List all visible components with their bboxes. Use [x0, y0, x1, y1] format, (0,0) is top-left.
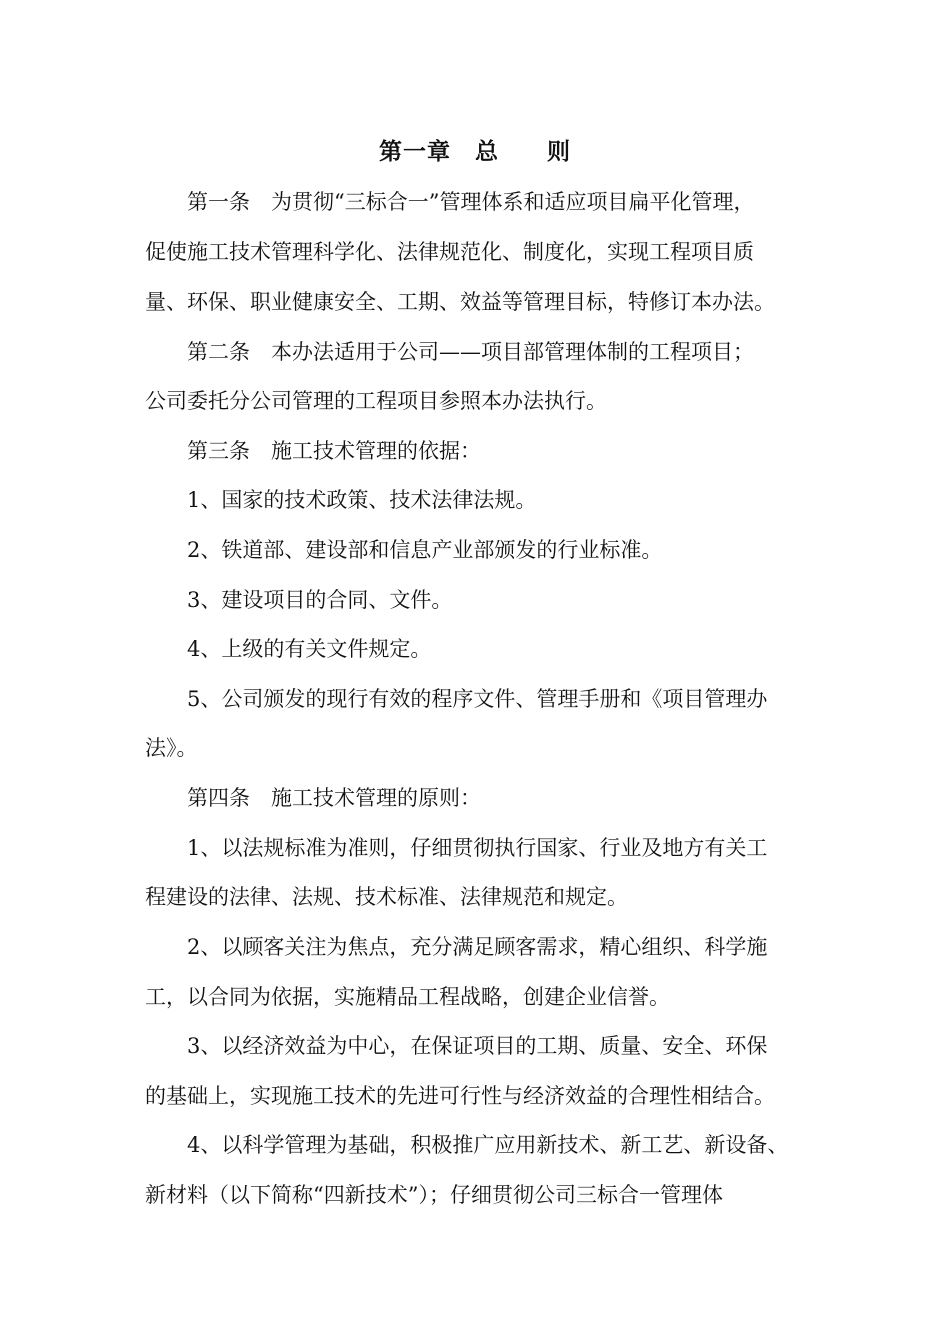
- list-item: 2、以顾客关注为焦点，充分满足顾客需求，精心组织、科学施: [187, 935, 768, 959]
- paragraph-line: 促使施工技术管理科学化、法律规范化、制度化，实现工程项目质: [145, 240, 754, 264]
- list-item: 1、国家的技术政策、技术法律法规。: [187, 488, 537, 512]
- list-item: 4、以科学管理为基础，积极推广应用新技术、新工艺、新设备、: [187, 1133, 789, 1157]
- paragraph-line: 公司委托分公司管理的工程项目参照本办法执行。: [145, 389, 607, 413]
- paragraph-line: 第一条 为贯彻“三标合一”管理体系和适应项目扁平化管理，: [187, 190, 755, 214]
- list-item: 1、以法规标准为准则，仔细贯彻执行国家、行业及地方有关工: [187, 836, 768, 860]
- list-item: 3、以经济效益为中心，在保证项目的工期、质量、安全、环保: [187, 1034, 768, 1058]
- paragraph-line: 法》。: [145, 736, 198, 760]
- list-item: 5、公司颁发的现行有效的程序文件、管理手册和《项目管理办: [187, 687, 768, 711]
- paragraph-line: 第三条 施工技术管理的依据：: [187, 439, 481, 463]
- list-item: 3、建设项目的合同、文件。: [187, 588, 453, 612]
- paragraph-line: 量、环保、职业健康安全、工期、效益等管理目标，特修订本办法。: [145, 290, 775, 314]
- chapter-title: 第一章 总 则: [379, 138, 571, 165]
- paragraph-line: 工，以合同为依据，实施精品工程战略，创建企业信誉。: [145, 985, 670, 1009]
- list-item: 2、铁道部、建设部和信息产业部颁发的行业标准。: [187, 538, 663, 562]
- paragraph-line: 程建设的法律、法规、技术标准、法律规范和规定。: [145, 885, 628, 909]
- paragraph-line: 新材料（以下简称“四新技术”）；仔细贯彻公司三标合一管理体: [145, 1183, 723, 1207]
- paragraph-line: 的基础上，实现施工技术的先进可行性与经济效益的合理性相结合。: [145, 1084, 775, 1108]
- paragraph-line: 第二条 本办法适用于公司——项目部管理体制的工程项目；: [187, 340, 754, 364]
- list-item: 4、上级的有关文件规定。: [187, 637, 432, 661]
- paragraph-line: 第四条 施工技术管理的原则：: [187, 786, 481, 810]
